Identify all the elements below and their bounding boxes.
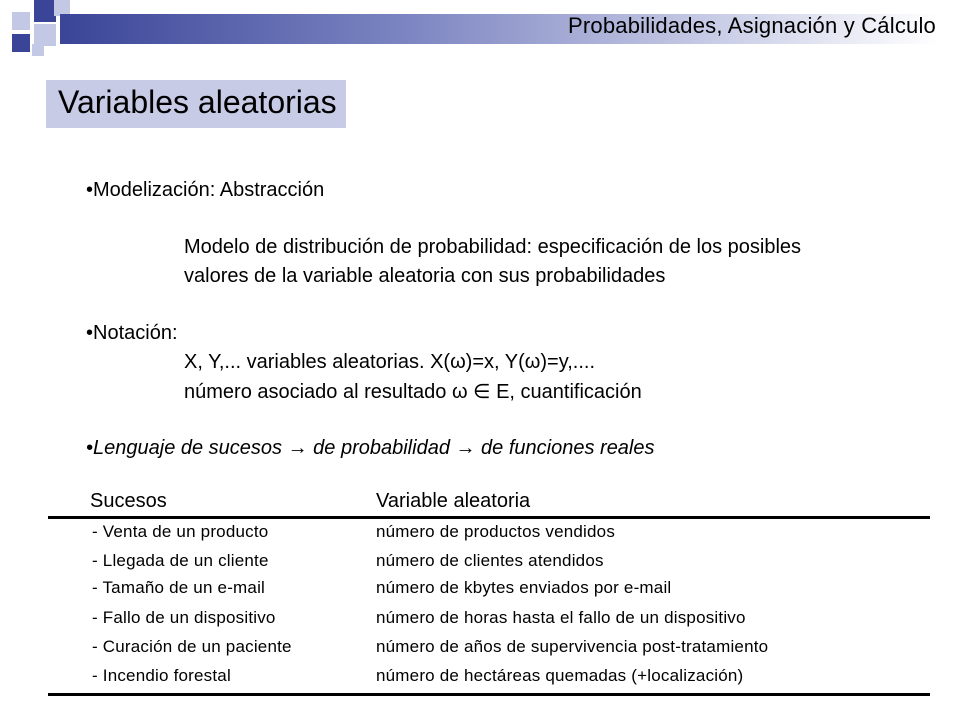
decor-square [12,12,30,30]
table-row-event: - Curación de un paciente [92,637,292,656]
table-row-variable: número de hectáreas quemadas (+localización) [376,666,744,685]
table-row-event: - Venta de un producto [92,522,269,541]
table-row-variable: número de años de supervivencia post-tratamiento [376,637,769,656]
notacion-line-1: X, Y,... variables aleatorias. X(ω)=x, Y(ω)=y,.... [184,351,596,373]
modelo-line-2: valores de la variable aleatoria con sus probabilidades [184,265,666,287]
decor-square [32,44,44,56]
table-row-variable: número de kbytes enviados por e-mail [376,578,672,597]
bullet-modelizacion [86,179,324,202]
table-header-sucesos: Sucesos [90,490,167,512]
decor-square [34,24,56,46]
bullet-label: Lenguaje de sucesos → de probabilidad → de funciones reales [93,437,655,459]
bullet-lenguaje [86,437,655,460]
table-rule-bottom [48,693,930,696]
page-title: Variables aleatorias [58,84,337,120]
table-row-variable: número de productos vendidos [376,522,616,541]
table-rule-top [48,516,930,519]
table-row-variable: número de horas hasta el fallo de un dispositivo [376,608,746,627]
decor-square [34,0,56,22]
table-header-variable: Variable aleatoria [376,490,531,512]
decor-square [12,34,30,52]
table-row-event: - Llegada de un cliente [92,551,269,570]
table-row-variable: número de clientes atendidos [376,551,604,570]
bullet-label: Modelización: Abstracción [93,179,325,201]
modelo-line-1: Modelo de distribución de probabilidad: especificación de los posibles [184,236,802,258]
header-title: Probabilidades, Asignación y Cálculo [568,13,936,38]
table-row-event: - Incendio forestal [92,666,231,685]
notacion-line-2: número asociado al resultado ω ∈ E, cuantificación [184,381,642,403]
table-row-event: - Tamaño de un e-mail [92,578,266,597]
bullet-notacion [86,322,178,345]
bullet-label: Notación: [93,322,178,344]
table-row-event: - Fallo de un dispositivo [92,608,276,627]
